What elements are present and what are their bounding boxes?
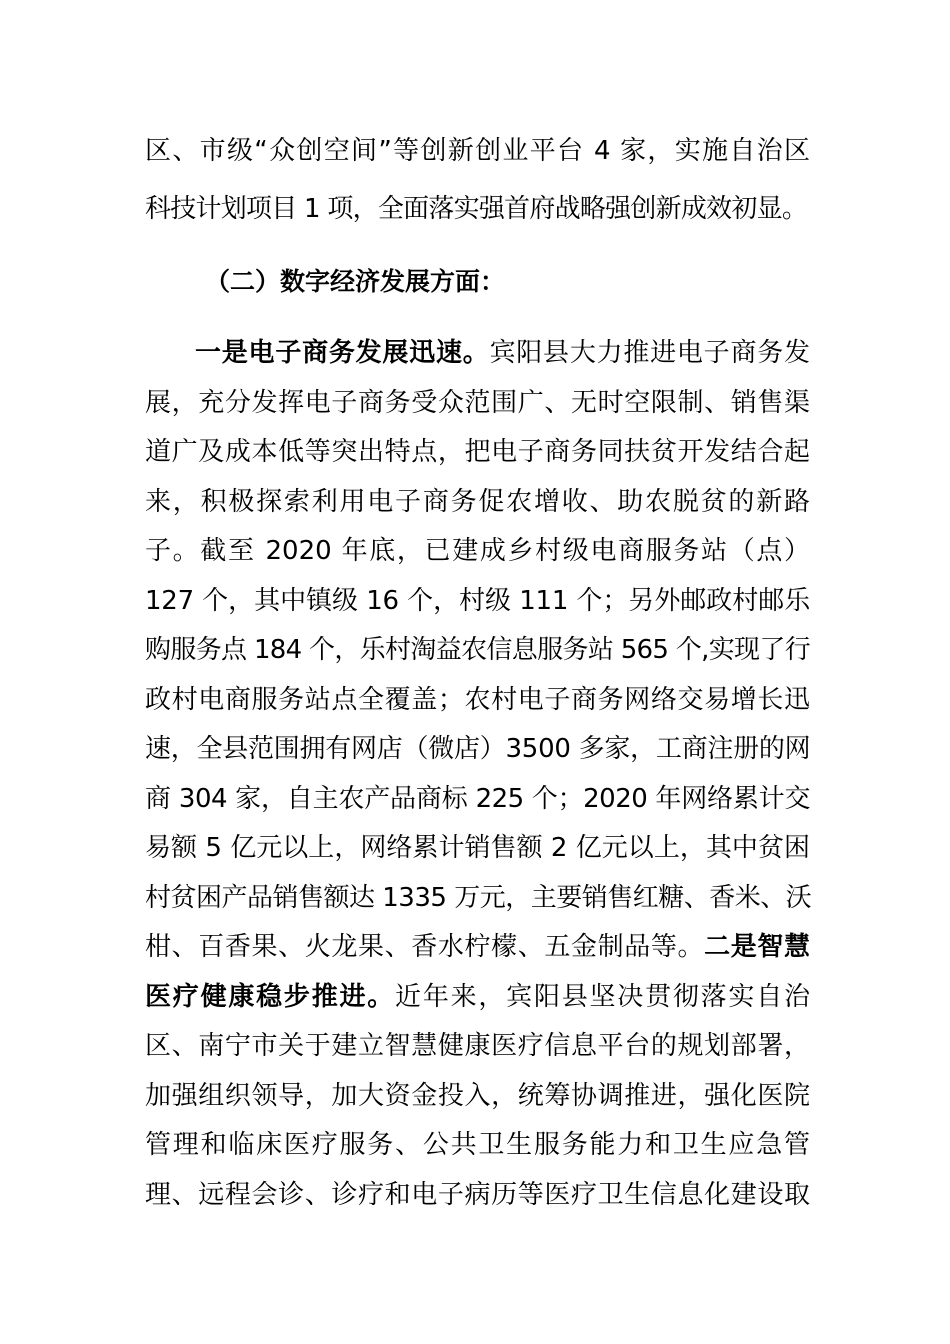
paragraph-line: 易额 5 亿元以上，网络累计销售额 2 亿元以上，其中贫困 [145,833,810,863]
paragraph-line [145,929,810,965]
line-text: 近年来，宾阳县坚决贯彻落实自治 [395,982,810,1012]
paragraph-line: 速，全县范围拥有网店（微店）3500 多家，工商注册的网 [145,734,811,764]
paragraph-line: 展，充分发挥电子商务受众范围广、无时空限制、销售渠 [145,388,810,418]
paragraph-line: 道广及成本低等突出特点，把电子商务同扶贫开发结合起 [145,437,810,467]
paragraph-line: 子。截至 2020 年底，已建成乡村级电商服务站（点） [145,536,810,566]
bold-lead-phrase: 二是智慧 [704,932,810,962]
paragraph-line [145,979,810,1015]
line-text: 宾阳县大力推进电子商务发 [489,338,810,368]
paragraph-line: 政村电商服务站点全覆盖；农村电子商务网络交易增长迅 [145,685,810,715]
paragraph-line [195,335,810,371]
paragraph-line: 村贫困产品销售额达 1335 万元，主要销售红糖、香米、沃 [145,883,812,913]
section-heading: （二）数字经济发展方面： [205,267,506,296]
paragraph-line: 127 个，其中镇级 16 个，村级 111 个；另外邮政村邮乐 [145,586,810,616]
paragraph-line: 加强组织领导，加大资金投入，统筹协调推进，强化医院 [145,1081,810,1111]
paragraph-line: 区、市级“众创空间”等创新创业平台 4 家，实施自治区 [145,136,810,166]
paragraph-line: 管理和临床医疗服务、公共卫生服务能力和卫生应急管 [145,1130,810,1160]
paragraph-line: 区、南宁市关于建立智慧健康医疗信息平台的规划部署， [145,1031,810,1061]
bold-lead-phrase: 医疗健康稳步推进。 [145,982,396,1012]
line-text: 柑、百香果、火龙果、香水柠檬、五金制品等。 [145,932,705,962]
paragraph-line: 理、远程会诊、诊疗和电子病历等医疗卫生信息化建设取 [145,1180,810,1210]
paragraph-line: 购服务点 184 个，乐村淘益农信息服务站 565 个,实现了行 [145,635,810,665]
paragraph-line: 来，积极探索利用电子商务促农增收、助农脱贫的新路 [145,487,810,517]
paragraph-line: 商 304 家，自主农产品商标 225 个；2020 年网络累计交 [145,784,810,814]
paragraph-line: 科技计划项目 1 项，全面落实强首府战略强创新成效初显。 [145,194,808,224]
bold-lead-phrase: 一是电子商务发展迅速。 [195,338,490,368]
